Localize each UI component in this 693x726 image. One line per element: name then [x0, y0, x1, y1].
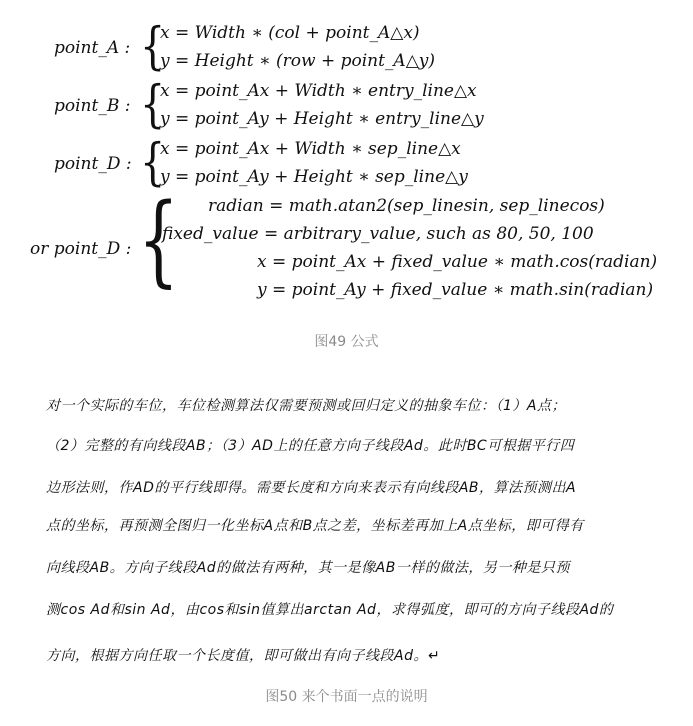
brace-icon: { — [140, 133, 166, 192]
or-point-d-label: or point_D : — [30, 239, 132, 259]
point-d-label: point_D : — [54, 154, 132, 174]
paragraph-line: 边形法则，作AD的平行线即得。需要长度和方向来表示有向线段AB，算法预测出A — [46, 480, 577, 496]
brace-icon: { — [140, 17, 166, 76]
x-cos-equation: x = point_Ax + fixed_value ∗ math.cos(radian) — [257, 252, 658, 272]
point-d-x-equation: x = point_Ax + Width ∗ sep_line△x — [160, 139, 461, 159]
point-a-x-equation: x = Width ∗ (col + point_A△x) — [160, 23, 420, 43]
paragraph-line: 向线段AB。方向子线段Ad的做法有两种，其一是像AB一样的做法，另一种是只预 — [46, 560, 570, 576]
point-b-y-equation: y = point_Ay + Height ∗ entry_line△y — [160, 109, 484, 129]
paragraph-line: 测cos Ad和sin Ad，由cos和sin值算出arctan Ad，求得弧度，即可的方向子线段Ad的 — [46, 602, 614, 618]
paragraph-line: 点的坐标，再预测全图归一化坐标A点和B点之差，坐标差再加上A点坐标，即可得有 — [46, 518, 584, 534]
paragraph-line: 对一个实际的车位，车位检测算法仅需要预测或回归定义的抽象车位：（1）A点； — [46, 398, 566, 414]
point-b-label: point_B : — [54, 96, 131, 116]
paragraph-line: 方向，根据方向任取一个长度值，即可做出有向子线段Ad。↵ — [46, 648, 441, 664]
brace-icon: { — [138, 182, 179, 298]
point-d-y-equation: y = point_Ay + Height ∗ sep_line△y — [160, 167, 468, 187]
point-a-y-equation: y = Height ∗ (row + point_A△y) — [160, 51, 436, 71]
point-b-x-equation: x = point_Ax + Width ∗ entry_line△x — [160, 81, 477, 101]
figure-caption: 图49 公式 — [314, 334, 379, 350]
paragraph-line: （2）完整的有向线段AB；（3）AD上的任意方向子线段Ad。此时BC可根据平行四 — [46, 438, 575, 454]
y-sin-equation: y = point_Ay + fixed_value ∗ math.sin(radian) — [257, 280, 654, 300]
brace-icon: { — [140, 75, 166, 134]
fixed-value-equation: fixed_value = arbitrary_value, such as 80, 50, 100 — [162, 224, 594, 244]
radian-equation: radian = math.atan2(sep_linesin, sep_linecos) — [208, 196, 605, 216]
point-a-label: point_A : — [54, 38, 131, 58]
description-paragraph — [40, 0, 670, 726]
figure-caption: 图50 来个书面一点的说明 — [265, 689, 428, 705]
